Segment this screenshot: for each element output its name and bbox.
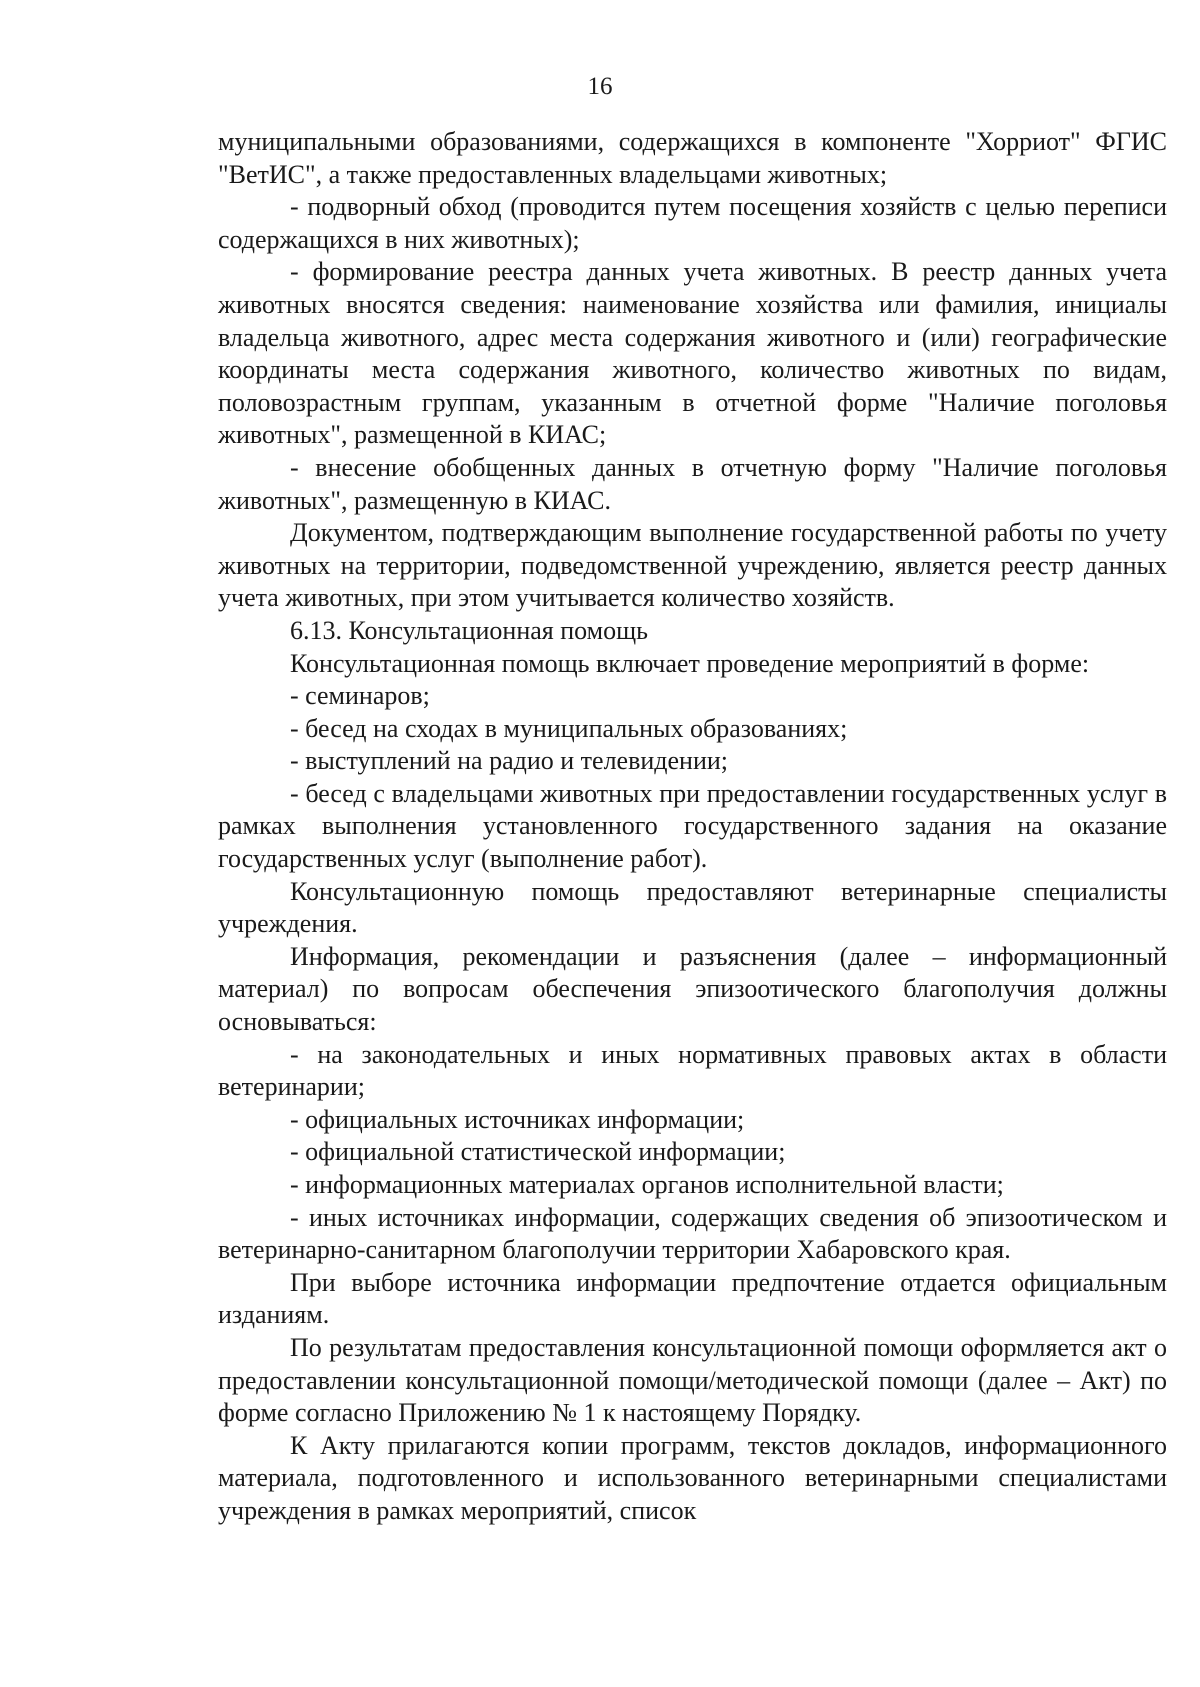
paragraph-act-results: По результатам предоставления консультационной помощи оформляется акт о предоставлении консультационной помощи/методической помощи (далее – Акт) по форме согласно Приложению № 1 к настоящему Порядку. — [218, 1332, 1167, 1428]
list-item-meetings: - бесед на сходах в муниципальных образованиях; — [290, 713, 848, 743]
paragraph-consulting-forms-intro: Консультационная помощь включает проведение мероприятий в форме: — [290, 648, 1090, 678]
list-item-legislation: - на законодательных и иных нормативных правовых актах в области ветеринарии; — [218, 1039, 1167, 1102]
list-item-executive-materials: - информационных материалах органов исполнительной власти; — [290, 1170, 1004, 1199]
paragraph-source-preference: При выборе источника информации предпочтение отдается официальным изданиям. — [218, 1267, 1167, 1330]
list-item-official-sources: - официальных источниках информации; — [290, 1104, 745, 1134]
paragraph-act-attachments: К Акту прилагаются копии программ, текстов докладов, информационного материала, подготовленного и использованного ветеринарными специалистами учреждения в рамках мероприятий, список — [218, 1430, 1167, 1525]
list-item-official-statistics: - официальной статистической информации; — [290, 1137, 786, 1167]
list-item-seminars: - семинаров; — [290, 681, 430, 711]
paragraph-confirming-document: Документом, подтверждающим выполнение государственной работы по учету животных на территории, подведомственной учреждению, является реестр данных учета животных, при этом учитывается количество хозяйств. — [218, 518, 1167, 613]
list-item-registry-formation: - формирование реестра данных учета животных. В реестр данных учета животных вносятся сведения: наименование хозяйства или фамилия, инициалы владельца животного, адрес места содержания животного и (или) географические координаты места содержания животного, количество животных по видам, половозрастным группам, указанным в отчетной форме "Наличие поголовья животных", размещенной в КИАС; — [218, 257, 1167, 450]
list-item-owner-talks: - бесед с владельцами животных при предоставлении государственных услуг в рамках выполнения установленного государственного задания на оказание государственных услуг (выполнение работ). — [218, 778, 1167, 874]
paragraph-municipal-continuation: муниципальными образованиями, содержащихся в компоненте "Хорриот" ФГИС "ВетИС", а также предоставленных владельцами животных; — [218, 127, 1167, 189]
list-item-door-to-door: - подворный обход (проводится путем посещения хозяйств с целью переписи содержащихся в них животных); — [218, 192, 1167, 254]
paragraph-specialists: Консультационную помощь предоставляют ветеринарные специалисты учреждения. — [218, 876, 1167, 939]
paragraph-information-basis: Информация, рекомендации и разъяснения (далее – информационный материал) по вопросам обеспечения эпизоотического благополучия должны основываться: — [218, 941, 1167, 1037]
list-item-radio-tv: - выступлений на радио и телевидении; — [290, 746, 729, 776]
page-number: 16 — [587, 73, 613, 100]
list-item-summary-data: - внесение обобщенных данных в отчетную форму "Наличие поголовья животных", размещенную в КИАС. — [218, 452, 1167, 515]
section-heading-6-13: 6.13. Консультационная помощь — [290, 615, 648, 645]
list-item-other-sources: - иных источниках информации, содержащих сведения об эпизоотическом и ветеринарно-санитарном благополучии территории Хабаровского края. — [218, 1202, 1167, 1265]
document-body — [218, 126, 1167, 1528]
